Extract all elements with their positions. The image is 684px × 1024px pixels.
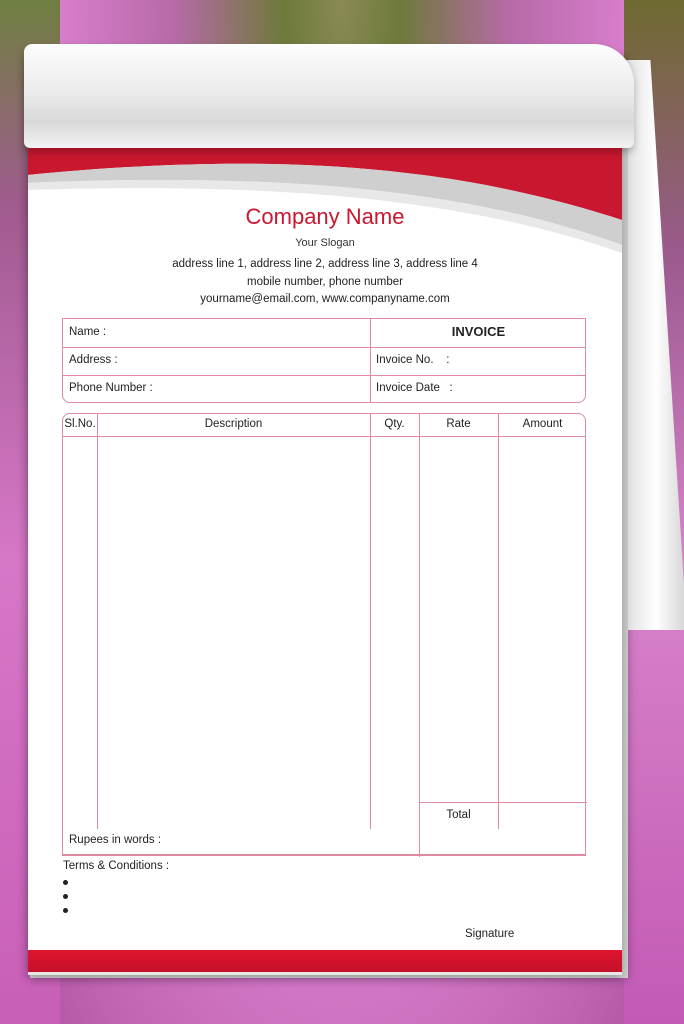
header-amount: Amount [522,418,563,430]
company-phones: mobile number, phone number [247,276,403,288]
rupees-label: Rupees in words : [69,834,162,846]
invoice-date-label: Invoice Date : [376,382,453,394]
address-label: Address : [69,354,118,366]
table-header-line [63,436,585,437]
total-line [419,802,587,803]
column-divider [419,414,420,857]
items-table [62,413,586,856]
invoice-page [28,60,622,975]
total-label: Total [446,809,471,821]
customer-info-box [62,318,586,403]
invoice-no-label: Invoice No. : [376,354,450,366]
column-divider [370,414,371,829]
footer-under [28,972,622,975]
rupees-in-words-row [62,828,586,855]
info-row-line [63,347,585,348]
info-row-line [63,375,585,376]
header-rate: Rate [446,418,471,430]
company-slogan: Your Slogan [295,237,355,249]
terms-label: Terms & Conditions : [63,860,170,872]
bullet-icon [63,894,68,899]
company-name: Company Name [245,204,405,229]
company-address: address line 1, address line 2, address line 3, address line 4 [172,258,478,270]
signature-label: Signature [465,928,515,940]
curled-page-roll [24,44,634,148]
bullet-icon [63,880,68,885]
footer-bar [28,950,622,972]
company-contact: yourname@email.com, www.companyname.com [200,293,450,305]
invoice-title: INVOICE [451,324,506,339]
bullet-icon [63,908,68,913]
column-divider [498,414,499,829]
phone-label: Phone Number : [69,382,153,394]
header-swoosh [28,145,622,315]
header-qty: Qty. [384,418,405,430]
header-slno: Sl.No. [64,418,96,430]
name-label: Name : [69,326,107,338]
header-description: Description [204,418,263,430]
column-divider [97,414,98,829]
